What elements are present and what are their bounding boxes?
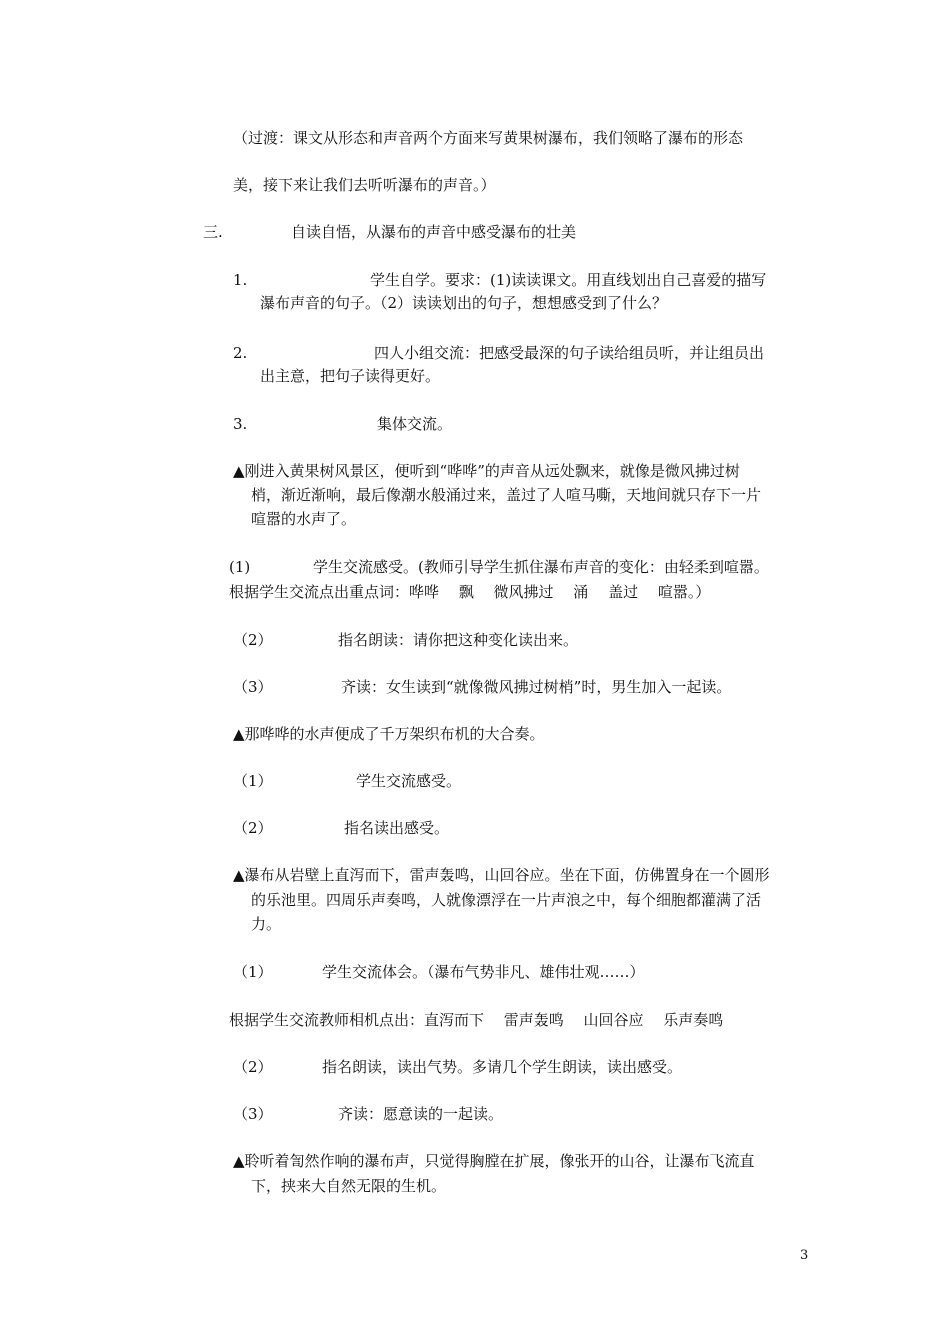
item-text: 学生交流体会。（瀑布气势非凡、雄伟壮观……） bbox=[322, 963, 645, 981]
section-title: 自读自悟，从瀑布的声音中感受瀑布的壮美 bbox=[291, 223, 577, 241]
step-number: 3. bbox=[233, 415, 248, 433]
quote-line: 的乐池里。四周乐声奏鸣，人就像漂浮在一片声浪之中，每个细胞都灌满了活 bbox=[251, 891, 762, 909]
item-number: （2） bbox=[233, 631, 273, 649]
quote-line: 喧嚣的水声了。 bbox=[251, 510, 357, 528]
step-text: 瀑布声音的句子。（2）读读划出的句子，想想感受到了什么？ bbox=[260, 294, 668, 312]
item-number: （2） bbox=[233, 819, 273, 837]
item-text: 学生交流感受。(教师引导学生抓住瀑布声音的变化：由轻柔到喧嚣。 bbox=[313, 558, 769, 576]
step-number: 1. bbox=[233, 271, 248, 289]
quote-line: ▲聆听着訇然作响的瀑布声，只觉得胸膛在扩展，像张开的山谷，让瀑布飞流直 bbox=[233, 1152, 755, 1170]
page-number: 3 bbox=[800, 1248, 809, 1263]
item-text: 齐读：愿意读的一起读。 bbox=[338, 1105, 504, 1123]
step-number: 2. bbox=[233, 344, 248, 362]
item-text: 齐读：女生读到“就像微风拂过树梢”时，男生加入一起读。 bbox=[341, 678, 732, 696]
step-text: 出主意，把句子读得更好。 bbox=[260, 367, 441, 385]
item-number: （3） bbox=[233, 1105, 273, 1123]
quote-line: ▲瀑布从岩壁上直泻而下，雷声轰鸣，山回谷应。坐在下面，仿佛置身在一个圆形 bbox=[233, 866, 770, 884]
item-number: (1) bbox=[229, 558, 251, 576]
item-text: 根据学生交流点出重点词：哗哗 飘 微风拂过 涌 盖过 喧嚣。） bbox=[229, 583, 711, 601]
item-number: （3） bbox=[233, 678, 273, 696]
transition-line-1: （过渡：课文从形态和声音两个方面来写黄果树瀑布，我们领略了瀑布的形态 bbox=[233, 129, 744, 147]
item-number: （1） bbox=[233, 772, 273, 790]
transition-line-2: 美，接下来让我们去听听瀑布的声音。） bbox=[233, 176, 496, 194]
step-text: 集体交流。 bbox=[377, 415, 453, 433]
quote-line: ▲那哗哗的水声便成了千万架织布机的大合奏。 bbox=[233, 725, 545, 743]
item-text: 指名朗读：请你把这种变化读出来。 bbox=[338, 631, 579, 649]
quote-line: 力。 bbox=[251, 915, 282, 933]
quote-line: ▲刚进入黄果树风景区，便听到“哗哗”的声音从远处飘来，就像是微风拂过树 bbox=[233, 462, 740, 480]
item-number: （2） bbox=[233, 1058, 273, 1076]
item-text: 学生交流感受。 bbox=[356, 772, 462, 790]
quote-line: 下，挟来大自然无限的生机。 bbox=[251, 1177, 447, 1195]
section-number: 三. bbox=[203, 223, 223, 241]
step-text: 学生自学。要求：(1)读读课文。用直线划出自己喜爱的描写 bbox=[370, 271, 767, 289]
quote-line: 梢，渐近渐响，最后像潮水般涌过来，盖过了人喧马嘶，天地间就只存下一片 bbox=[251, 486, 762, 504]
item-text: 根据学生交流教师相机点出：直泻而下 雷声轰鸣 山回谷应 乐声奏鸣 bbox=[229, 1011, 724, 1029]
item-number: （1） bbox=[233, 963, 273, 981]
step-text: 四人小组交流：把感受最深的句子读给组员听，并让组员出 bbox=[374, 344, 765, 362]
item-text: 指名朗读，读出气势。多请几个学生朗读，读出感受。 bbox=[322, 1058, 683, 1076]
item-text: 指名读出感受。 bbox=[344, 819, 450, 837]
